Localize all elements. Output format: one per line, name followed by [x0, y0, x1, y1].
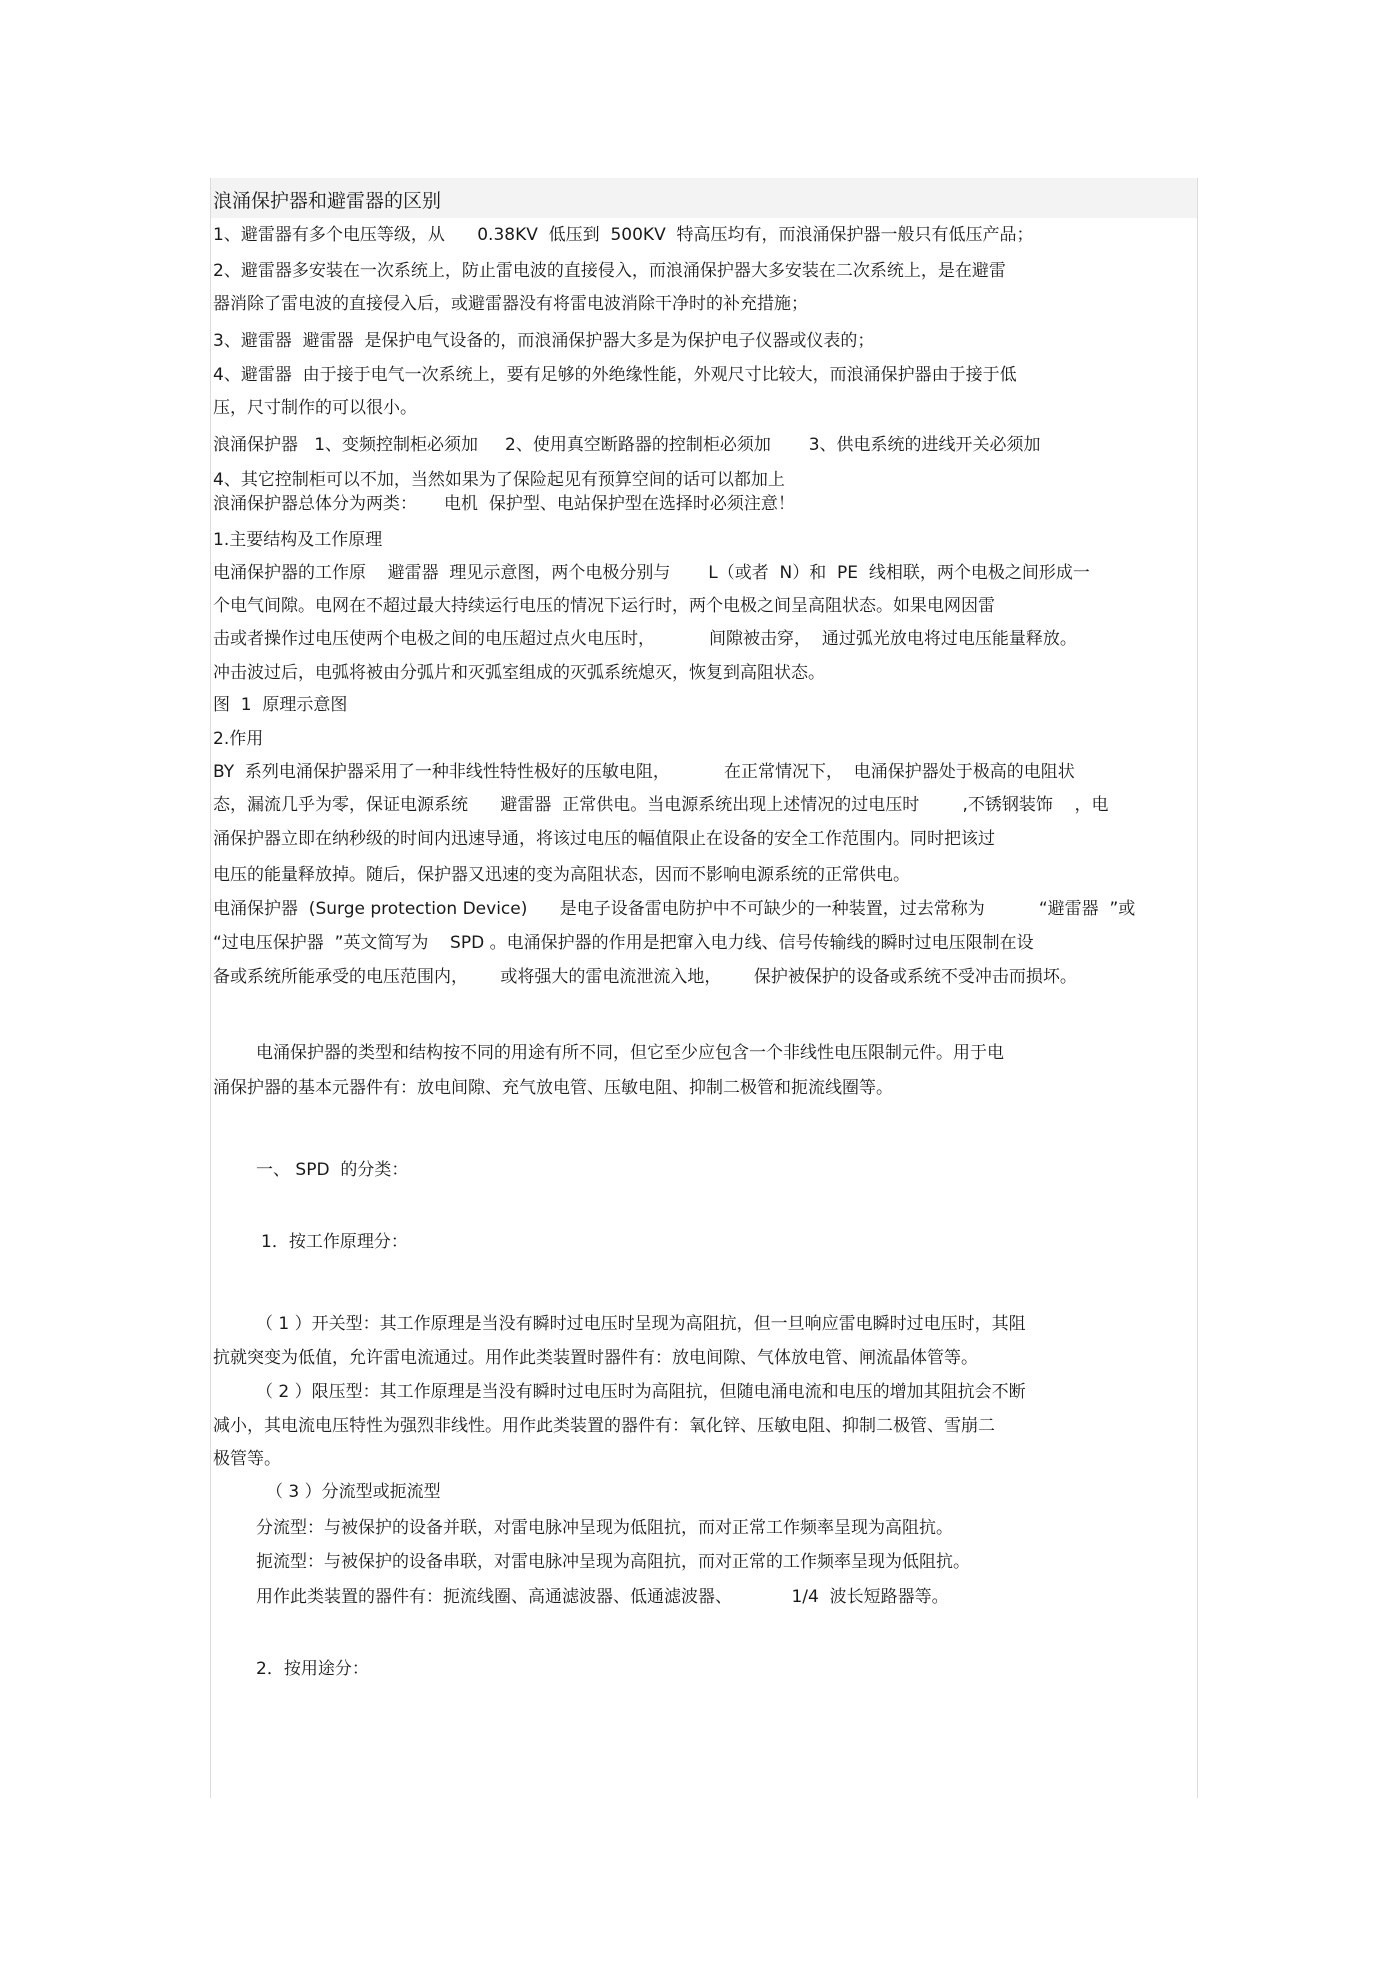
text-line: 备或系统所能承受的电压范围内， 或将强大的雷电流泄流入地， 保护被保护的设备或系统不受冲击而损坏。	[213, 967, 1077, 987]
text-line: 用作此类装置的器件有：扼流线圈、高通滤波器、低通滤波器、 1/4 波长短路器等。	[256, 1587, 949, 1607]
text-line: 个电气间隙。电网在不超过最大持续运行电压的情况下运行时，两个电极之间呈高阻状态。如果电网因雷	[213, 596, 995, 616]
text-line: 1、避雷器有多个电压等级，从 0.38KV 低压到 500KV 特高压均有，而浪涌保护器一般只有低压产品；	[213, 225, 1034, 245]
text-line: 分流型：与被保护的设备并联，对雷电脉冲呈现为低阻抗，而对正常工作频率呈现为高阻抗。	[256, 1518, 953, 1538]
text-line: 击或者操作过电压使两个电极之间的电压超过点火电压时， 间隙被击穿， 通过弧光放电将过电压能量释放。	[213, 629, 1077, 649]
title-bar	[211, 178, 1197, 218]
text-line: BY 系列电涌保护器采用了一种非线性特性极好的压敏电阻， 在正常情况下， 电涌保护器处于极高的电阻状	[213, 762, 1075, 782]
text-line: （ 2 ）限压型：其工作原理是当没有瞬时过电压时为高阻抗，但随电涌电流和电压的增加其阻抗会不断	[256, 1382, 1026, 1402]
text-line: 3、避雷器 避雷器 是保护电气设备的，而浪涌保护器大多是为保护电子仪器或仪表的；	[213, 331, 875, 351]
text-line: 扼流型：与被保护的设备串联，对雷电脉冲呈现为高阻抗，而对正常的工作频率呈现为低阻抗。	[256, 1552, 970, 1572]
text-line: 4、其它控制柜可以不加，当然如果为了保险起见有预算空间的话可以都加上	[213, 470, 785, 490]
document-page	[210, 178, 1198, 1798]
section-heading: 2．按用途分：	[256, 1659, 369, 1679]
section-heading: 一、 SPD 的分类：	[256, 1160, 409, 1180]
section-heading: 2.作用	[213, 729, 264, 749]
text-line: “过电压保护器 ”英文简写为 SPD 。电涌保护器的作用是把窜入电力线、信号传输线的瞬时过电压限制在设	[213, 933, 1034, 953]
text-line: 电压的能量释放掉。随后，保护器又迅速的变为高阻状态，因而不影响电源系统的正常供电。	[213, 865, 910, 885]
text-line: 压，尺寸制作的可以很小。	[213, 398, 417, 418]
text-line: 浪涌保护器 1、变频控制柜必须加 2、使用真空断路器的控制柜必须加 3、供电系统的进线开关必须加	[213, 435, 1041, 455]
section-heading: 1.主要结构及工作原理	[213, 530, 383, 550]
text-line: 电涌保护器的工作原 避雷器 理见示意图，两个电极分别与 L（或者 N）和 PE 线相联，两个电极之间形成一	[213, 563, 1090, 583]
text-line: 减小，其电流电压特性为强烈非线性。用作此类装置的器件有：氧化锌、压敏电阻、抑制二极管、雪崩二	[213, 1416, 995, 1436]
text-line: 抗就突变为低值，允许雷电流通过。用作此类装置时器件有：放电间隙、气体放电管、闸流晶体管等。	[213, 1348, 978, 1368]
text-line: 浪涌保护器总体分为两类： 电机 保护型、电站保护型在选择时必须注意！	[213, 494, 795, 514]
text-line: 器消除了雷电波的直接侵入后，或避雷器没有将雷电波消除干净时的补充措施；	[213, 294, 808, 314]
section-heading: （ 3 ）分流型或扼流型	[266, 1482, 441, 1502]
document-title: 浪涌保护器和避雷器的区别	[213, 190, 442, 212]
text-line: 极管等。	[213, 1449, 281, 1469]
text-line: 涌保护器的基本元器件有：放电间隙、充气放电管、压敏电阻、抑制二极管和扼流线圈等。	[213, 1078, 893, 1098]
figure-caption: 图 1 原理示意图	[213, 695, 348, 715]
text-line: （ 1 ）开关型：其工作原理是当没有瞬时过电压时呈现为高阻抗，但一旦响应雷电瞬时过电压时，其阻	[256, 1314, 1026, 1334]
text-line: 2、避雷器多安装在一次系统上，防止雷电波的直接侵入，而浪涌保护器大多安装在二次系统上，是在避雷	[213, 261, 1006, 281]
section-heading: 1．按工作原理分：	[261, 1232, 408, 1252]
text-line: 电涌保护器的类型和结构按不同的用途有所不同，但它至少应包含一个非线性电压限制元件。用于电	[256, 1043, 1004, 1063]
text-line: 4、避雷器 由于接于电气一次系统上，要有足够的外绝缘性能，外观尺寸比较大，而浪涌保护器由于接于低	[213, 365, 1017, 385]
text-line: 涌保护器立即在纳秒级的时间内迅速导通，将该过电压的幅值限止在设备的安全工作范围内。同时把该过	[213, 829, 995, 849]
text-line: 态，漏流几乎为零，保证电源系统 避雷器 正常供电。当电源系统出现上述情况的过电压时 ,不锈钢装饰 ，电	[213, 795, 1109, 815]
text-line: 电涌保护器 (Surge protection Device) 是电子设备雷电防护中不可缺少的一种装置，过去常称为 “避雷器 ”或	[213, 899, 1136, 919]
text-line: 冲击波过后，电弧将被由分弧片和灭弧室组成的灭弧系统熄灭，恢复到高阻状态。	[213, 663, 825, 683]
